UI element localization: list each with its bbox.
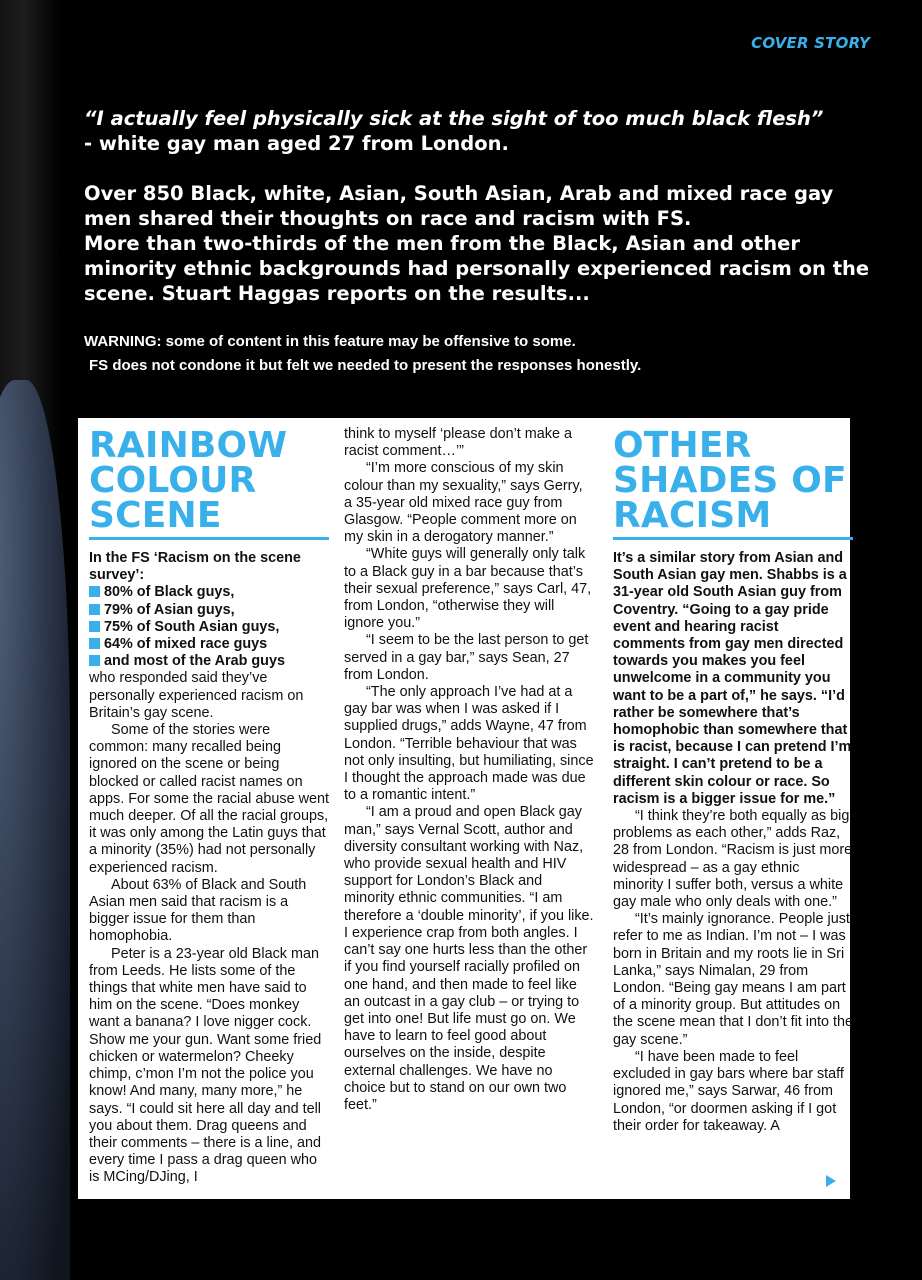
article-panel (78, 418, 853, 1199)
body-paragraph: “It’s mainly ignorance. People just refer to me as Indian. I’m not – I was born in Britain and my roots lie in Sri Lanka,” says Nimalan, 29 from London. “Being gay means I am part of a minority group. But attitudes on the scene mean that I don’t fit into the gay scene.” (613, 911, 853, 1048)
article-column-1 (89, 425, 329, 1187)
square-bullet-icon (89, 655, 100, 666)
lead-paragraph: It’s a similar story from Asian and South Asian gay men. Shabbs is a 31-year old South Asian guy from Coventry. “Going to a gay pride event and hearing racist comments from gay men directed towards you makes you feel unwelcome in a community you want to be a part of,” he says. “I’d rather be somewhere that’s homophobic than somewhere that is racist, because I can pretend I’m straight. I can’t pretend to be a different skin colour or race. So racism is a bigger issue for me.” (613, 550, 852, 807)
stat-item: 80% of Black guys, (89, 584, 329, 601)
intro-para-1: Over 850 Black, white, Asian, South Asian, Arab and mixed race gay men shared their thoughts on race and racism with FS. (84, 182, 834, 230)
square-bullet-icon (89, 586, 100, 597)
body-paragraph: “I have been made to feel excluded in gay bars where bar staff ignored me,” says Sarwar, 46 from London, “or doormen asking if I got their order for takeaway. A (613, 1048, 844, 1134)
stat-item: 64% of mixed race guys (89, 636, 329, 653)
background-photo-arm (0, 380, 70, 1280)
body-paragraph: “White guys will generally only talk to a Black guy in a bar because that’s their sexual preference,” says Carl, 47, from London, “otherwise they will ignore you.” (344, 546, 592, 632)
body-paragraph: think to myself ‘please don’t make a racist comment…’” (344, 426, 572, 460)
stat-item: 79% of Asian guys, (89, 602, 329, 619)
body-paragraph: Peter is a 23-year old Black man from Leeds. He lists some of the things that white men have said to him on the scene. “Does monkey want a banana? I love nigger cock. Show me your gun. Want some fried chicken or watermelon? Cheeky chimp, c’mon I’m not the police you know! And many, many more,” he says. “I could sit here all day and tell you about them. Drag queens and their comments – there is a line, and every time I pass a drag queen who is MCing/DJing, I (89, 945, 322, 1186)
continue-arrow-icon (826, 1175, 836, 1187)
square-bullet-icon (89, 621, 100, 632)
stat-item: and most of the Arab guys (89, 653, 329, 670)
heading-other-shades-of-racism: OTHER SHADES OF RACISM (613, 428, 853, 540)
section-label: COVER STORY (751, 34, 870, 52)
square-bullet-icon (89, 604, 100, 615)
intro-para-2: More than two-thirds of the men from the Black, Asian and other minority ethnic backgrounds had personally experienced racism on the scene. Stuart Haggas reports on the results... (84, 232, 870, 305)
body-paragraph: “The only approach I’ve had at a gay bar was when I was asked if I supplied drugs,” adds Wayne, 47 from London. “Terrible behaviour that was not only insulting, but humiliating, since I thought the approach made was due to a romantic intent.” (344, 684, 594, 804)
article-column-2 (344, 426, 594, 1114)
warning-block (84, 330, 884, 378)
stats-tail: who responded said they’ve personally experienced racism on Britain’s gay scene. (89, 670, 304, 721)
article-column-3 (613, 425, 853, 1135)
body-paragraph: “I’m more conscious of my skin colour than my sexuality,” says Gerry, a 35-year old mixed race guy from Glasgow. “People comment more on my skin in a derogatory manner.” (344, 460, 583, 546)
body-paragraph: About 63% of Black and South Asian men said that racism is a bigger issue for them than homophobia. (89, 876, 307, 945)
body-paragraph: Some of the stories were common: many recalled being ignored on the scene or being blocked or called racist names on apps. For some the racial abuse went much deeper. Of all the racial groups, it was only among the Latin guys that a minority (35%) had not personally experienced racism. (89, 722, 329, 876)
warning-line-1: WARNING: some of content in this feature may be offensive to some. (84, 333, 576, 350)
body-paragraph: “I am a proud and open Black gay man,” says Vernal Scott, author and diversity consultant working with Naz, who provide sexual health and HIV support for London’s Black and minority ethnic communities. “I am therefore a ‘double minority’, if you like. I experience crap from both angles. I can’t say one hurts less than the other if you find yourself racially profiled on one hand, and then made to feel like an outcast in a gay club – or trying to get into one! But life must go on. We have to learn to feel good about ourselves on the inside, despite external challenges. We have no choice but to stand on our own two feet.” (344, 804, 594, 1113)
survey-intro: In the FS ‘Racism on the scene survey’: (89, 550, 301, 584)
stat-item: 75% of South Asian guys, (89, 619, 329, 636)
heading-rainbow-colour-scene: RAINBOW COLOUR SCENE (89, 428, 329, 540)
intro-quote: “I actually feel physically sick at the sight of too much black flesh” (84, 107, 824, 130)
body-paragraph: “I think they’re both equally as big problems as each other,” adds Raz, 28 from London. “Racism is just more widespread – as a gay ethnic minority I suffer both, versus a white gay male who only deals with one.” (613, 808, 853, 911)
square-bullet-icon (89, 638, 100, 649)
intro-attribution: - white gay man aged 27 from London. (84, 132, 509, 155)
intro-block (84, 106, 884, 306)
warning-line-2: FS does not condone it but felt we needed to present the responses honestly. (89, 357, 642, 374)
body-paragraph: “I seem to be the last person to get served in a gay bar,” says Sean, 27 from London. (344, 632, 589, 683)
